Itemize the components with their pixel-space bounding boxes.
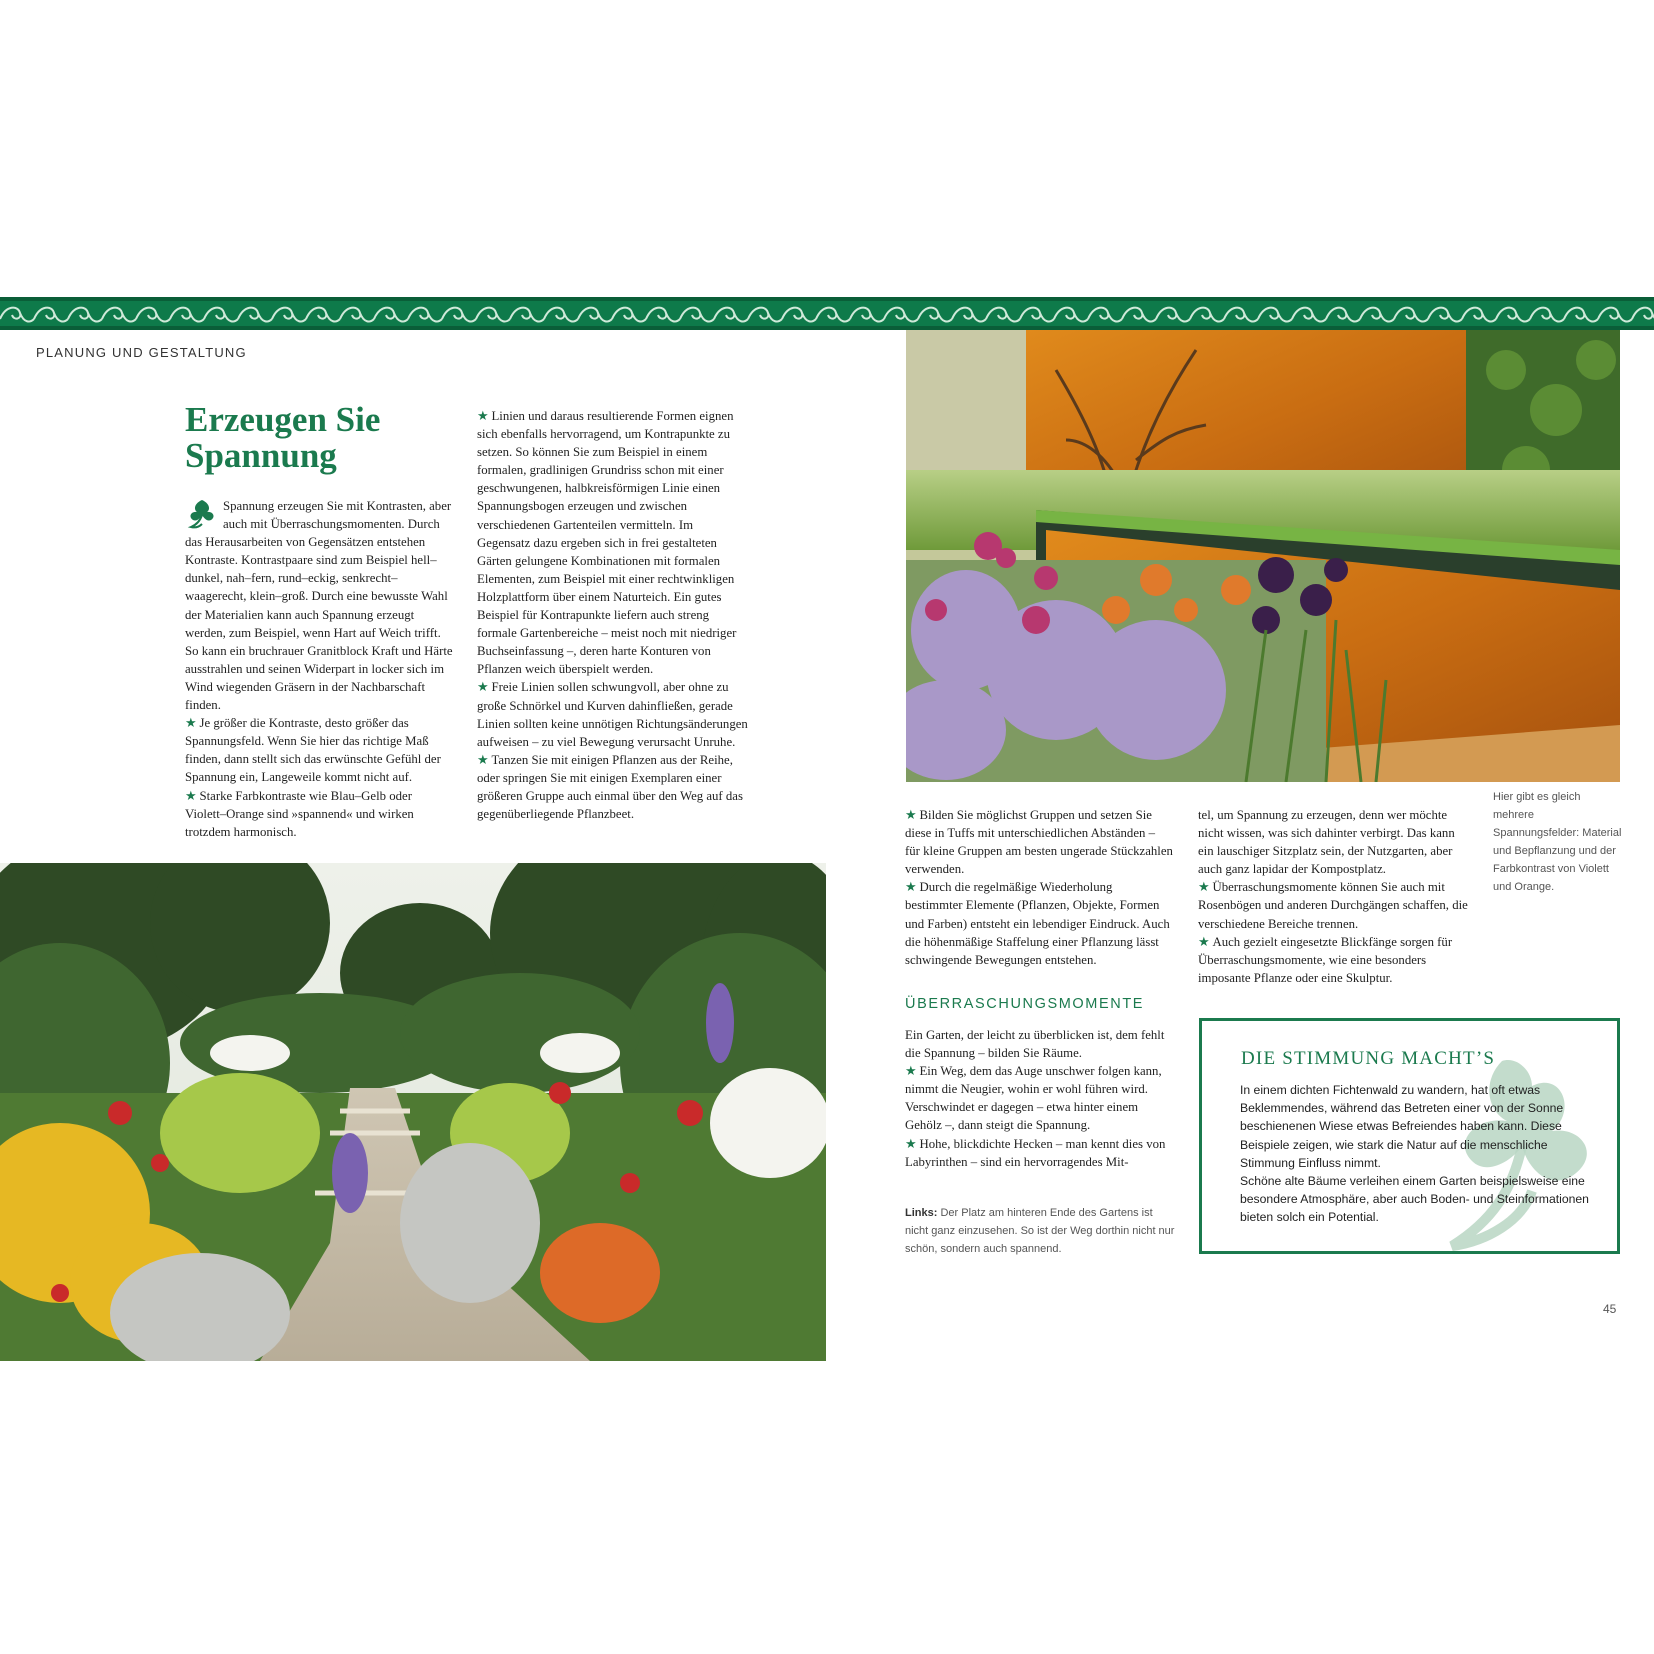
photo-caption-left: Links: Der Platz am hinteren Ende des Gartens ist nicht ganz einzusehen. So ist der Weg dorthin nicht nur schön, sondern auch spannend. bbox=[905, 1207, 1175, 1255]
text-column-1 bbox=[185, 497, 455, 841]
paragraph: ★ Tanzen Sie mit einigen Pflanzen aus der Reihe, oder springen Sie mit einigen Exemplaren einer größeren Gruppe auch einmal über den Weg auf das gegenüberliegende Pflanzbeet. bbox=[477, 752, 743, 822]
paragraph: ★ Linien und daraus resultierende Formen eignen sich ebenfalls hervorragend, um Kontrapunkte zu setzen. So können Sie zum Beispiel in einem formalen, gradlinigen Grundriss schon mit einer geschwungenen, halbkreisförmigen Linie einen Spannungsbogen erzeugen und zwischen verschiedenen Gartenteilen vermitteln. Im Gegensatz dazu ergeben sich in frei gestalteten Gärten gelungene Kombinationen mit formalen Elementen, zum Beispiel mit einer rechtwinkligen Holzplattform über einem Naturteich. Ein gutes Beispiel für Kontrapunkte liefern auch streng formale Gartenbereiche – meist noch mit niedriger Buchseinfassung –, deren harte Konturen von Pflanzen weich überspielt werden. bbox=[477, 409, 737, 677]
star-bullet-icon: ★ bbox=[1198, 880, 1210, 895]
star-bullet-icon: ★ bbox=[905, 1064, 917, 1079]
star-bullet-icon: ★ bbox=[477, 680, 489, 695]
text-column-3 bbox=[905, 806, 1173, 969]
paragraph: ★ Ein Weg, dem das Auge unschwer folgen kann, nimmt die Neugier, wohin er wohl führen wird. Verschwindet er dagegen – etwa hinter einem Gehölz –, dann steigt die Spannung. bbox=[905, 1064, 1162, 1133]
page-title: Erzeugen Sie Spannung bbox=[185, 400, 381, 475]
decorative-wave-band bbox=[0, 297, 1654, 330]
star-bullet-icon: ★ bbox=[1198, 934, 1210, 949]
paragraph: ★ Freie Linien sollen schwungvoll, aber ohne zu große Schnörkel und Kurven dahinfließen, gerade Linien sollten keine unnötigen Richtungsänderungen aufweisen – zu viel Bewegung verursacht Unruhe. bbox=[477, 680, 748, 749]
paragraph: ★ Durch die regelmäßige Wiederholung bestimmter Elemente (Pflanzen, Objekte, Formen und Farben) entsteht ein lebendiger Eindruck. Auch die höhenmäßige Staffelung einer Pflanzung lässt schwingende Bewegungen entstehen. bbox=[905, 880, 1170, 967]
info-box-title: DIE STIMMUNG MACHT’S bbox=[1241, 1048, 1496, 1069]
star-bullet-icon: ★ bbox=[477, 752, 489, 767]
info-box bbox=[1199, 1018, 1620, 1254]
paragraph: ★ Je größer die Kontraste, desto größer das Spannungsfeld. Wenn Sie hier das richtige Maß finden, dann stellt sich das erwünschte Gefühl der Spannung ein, Langeweile kommt nicht auf. bbox=[185, 716, 441, 785]
paragraph: ★ Überraschungsmomente können Sie auch mit Rosenbögen und anderen Durchgängen schaffen, die verschiedene Bereiche trennen. bbox=[1198, 880, 1468, 931]
paragraph: ★ Starke Farbkontraste wie Blau–Gelb oder Violett–Orange sind »spannend« und wirken trotzdem harmonisch. bbox=[185, 788, 414, 839]
leaf-ornament-icon bbox=[185, 497, 219, 531]
photo-garden-path bbox=[0, 863, 826, 1361]
paragraph: ★ Auch gezielt eingesetzte Blickfänge sorgen für Überraschungsmomente, wie eine besonders imposante Pflanze oder eine Skulptur. bbox=[1198, 934, 1453, 985]
photo-corten-garden bbox=[906, 330, 1620, 782]
star-bullet-icon: ★ bbox=[905, 808, 917, 822]
paragraph: tel, um Spannung zu erzeugen, denn wer möchte nicht wissen, was sich dahinter verbirgt. Das kann ein lauschiger Sitzplatz sein, der Nutzgarten, aber auch ganz lapidar der Kompostplatz. bbox=[1198, 808, 1455, 877]
paragraph: ★ Bilden Sie möglichst Gruppen und setzen Sie diese in Tuffs mit unterschiedlichen Abständen – für kleine Gruppen am besten ungerade Stückzahlen verwenden. bbox=[905, 808, 1173, 877]
section-heading: ÜBERRASCHUNGSMOMENTE bbox=[905, 996, 1145, 1012]
paragraph: Ein Garten, der leicht zu überblicken ist, dem fehlt die Spannung – bilden Sie Räume. bbox=[905, 1028, 1165, 1061]
text-column-5 bbox=[905, 1026, 1173, 1171]
text-column-2 bbox=[477, 407, 749, 823]
star-bullet-icon: ★ bbox=[185, 716, 197, 731]
running-head: PLANUNG UND GESTALTUNG bbox=[36, 345, 247, 360]
star-bullet-icon: ★ bbox=[905, 880, 917, 895]
photo-caption-right: Hier gibt es gleich mehrere Spannungsfelder: Material und Bepflanzung und der Farbkontrast von Violett und Orange. bbox=[1493, 791, 1622, 893]
info-box-text: In einem dichten Fichtenwald zu wandern, hat oft etwas Beklemmendes, während das Betreten einer von der Sonne beschienenen Wiese etwas Befreiendes haben kann. Diese Beispiele zeigen, wie stark die Natur auf die menschliche Stimmung Einfluss nimmt. Schöne alte Bäume verleihen einem Garten beispielsweise eine besondere Atmosphäre, aber auch Boden- und Steinformationen bieten solch ein Potential. bbox=[1240, 1083, 1589, 1225]
page-number: 45 bbox=[1603, 1302, 1617, 1316]
paragraph: ★ Hohe, blickdichte Hecken – man kennt dies von Labyrinthen – sind ein hervorragendes Mit- bbox=[905, 1136, 1166, 1169]
star-bullet-icon: ★ bbox=[905, 1136, 917, 1151]
paragraph: Spannung erzeugen Sie mit Kontrasten, aber auch mit Überraschungsmomenten. Durch das Herausarbeiten von Gegensätzen entstehen Kontraste. Kontrastpaare sind zum Beispiel hell–dunkel, nah–fern, rund–eckig, senkrecht–waagerecht, klein–groß. Durch eine bewusste Wahl der Materialien kann auch Spannung erzeugt werden, zum Beispiel, wenn Hart auf Weich trifft. So kann ein bruchrauer Granitblock Kraft und Härte ausstrahlen und seinen Widerpart in locker sich im Wind wiegenden Gräsern in der Nachbarschaft finden. bbox=[185, 499, 453, 713]
star-bullet-icon: ★ bbox=[477, 409, 489, 423]
text-column-4 bbox=[1198, 806, 1470, 987]
star-bullet-icon: ★ bbox=[185, 788, 197, 803]
